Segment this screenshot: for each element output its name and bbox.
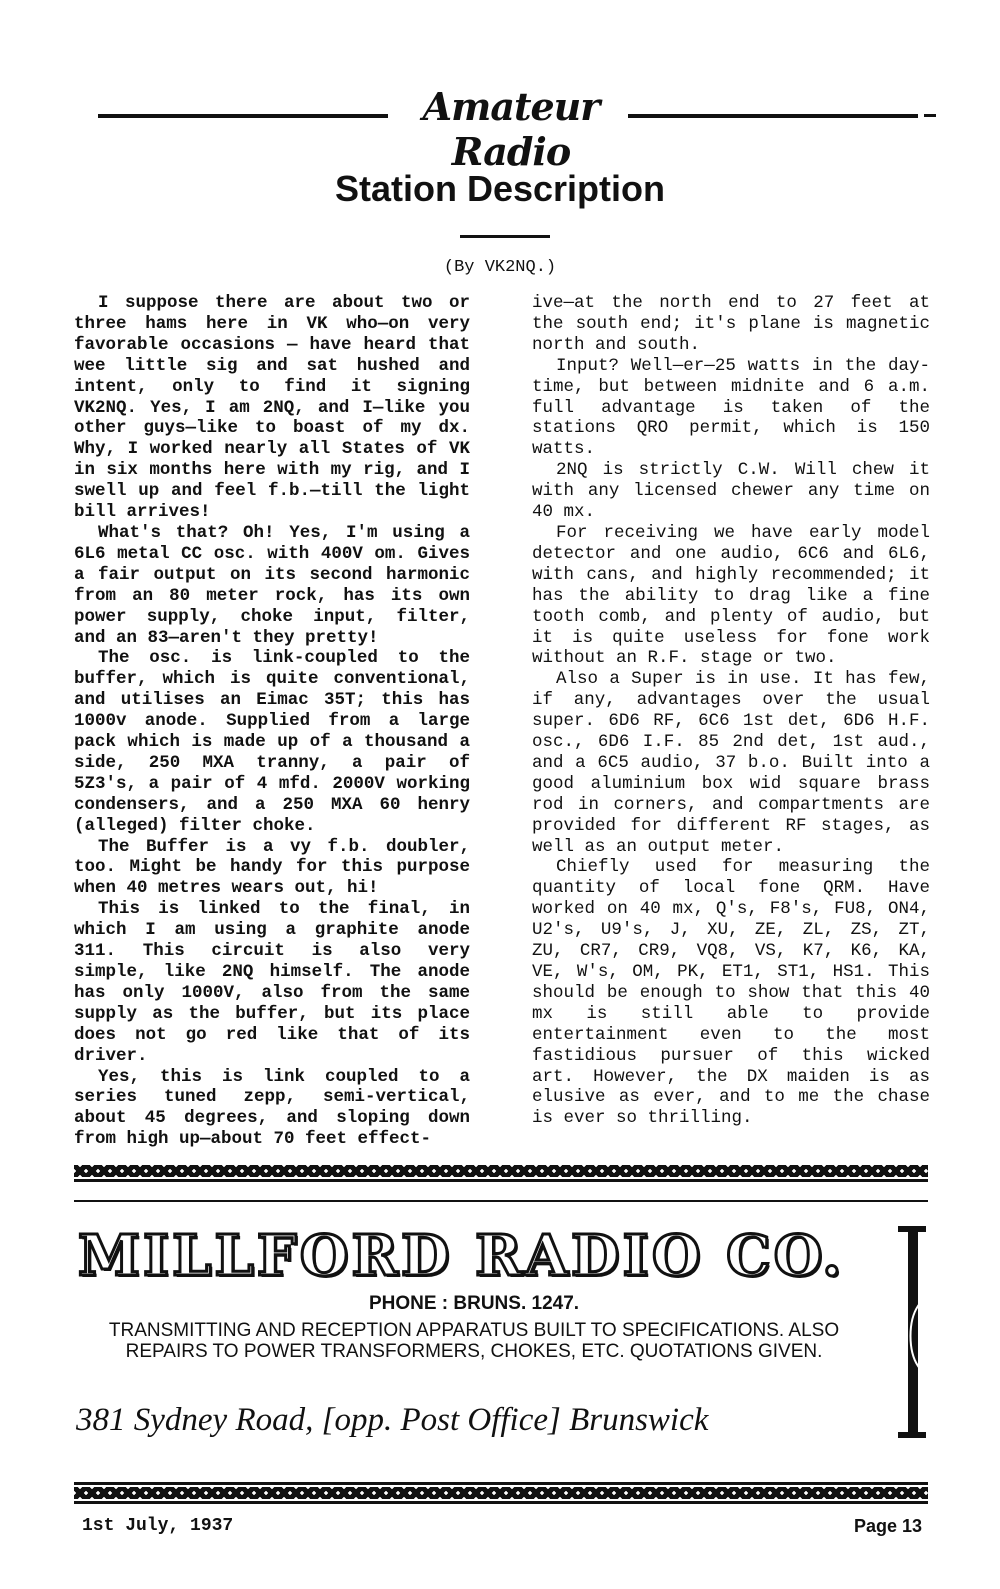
decorative-border-top	[74, 1163, 928, 1182]
paragraph: Chiefly used for measuring the quantity of local fone QRM. Have worked on 40 mx, Q's, F8's, FU8, ON4, U2's, U9's, J, XU, ZE, ZL, ZS, ZT, ZU, CR7, CR9, VQ8, VS, K7, K6, KA, VE, W's, OM, PK, ET1, ST1, HS1. This should be enough to show that this 40 mx is still able to provide entertainment even to the most fastidious pursuer of this wicked art. However, the DX maiden is as elusive as ever, and to me the chase is ever so thrilling.	[532, 857, 930, 1129]
paragraph: I suppose there are about two or three hams here in VK who—on very favorable occasions — have heard that wee little sig and sat hushed and intent, only to find it signing VK2NQ. Yes, I am 2NQ, and I—like you other guys—like to boast of my dx. Why, I worked nearly all States of VK in six months here with my rig, and I swell up and feel f.b.—till the light bill arrives!	[74, 293, 470, 523]
article-title: Station Description	[334, 168, 666, 209]
masthead-rule-right	[628, 114, 918, 118]
paragraph: 2NQ is strictly C.W. Will chew it with any licensed chewer any time on 40 mx.	[532, 460, 930, 523]
paragraph: This is linked to the final, in which I am using a graphite anode 311. This circuit is also very simple, like 2NQ himself. The anode has only 1000V, also from the same supply as the buffer, but its place does not go red like that of its driver.	[74, 899, 470, 1066]
masthead-rule-left	[98, 114, 388, 118]
paragraph: What's that? Oh! Yes, I'm using a 6L6 metal CC osc. with 400V om. Gives a fair output on its second harmonic from an 80 meter rock, has its own power supply, choke input, filter, and an 83—aren't they pretty!	[74, 522, 470, 648]
paragraph-continued: ive—at the north end to 27 feet at the south end; it's plane is magnetic north and south.	[532, 293, 930, 355]
article-column-left	[74, 293, 470, 1150]
decorative-bracket-icon	[898, 1226, 926, 1438]
advert-phone: PHONE : BRUNS. 1247.	[368, 1293, 580, 1314]
title-divider	[460, 235, 550, 238]
paragraph: The osc. is link-coupled to the buffer, which is quite conventional, and utilises an Eimac 35T; this has 1000v anode. Supplied from a large pack which is made up of a thousand a side, 250 MXA tranny, a pair of 5Z3's, a pair of 4 mfd. 2000V working condensers, and a 250 MXA 60 henry (alleged) filter choke.	[74, 648, 470, 836]
masthead	[98, 78, 938, 174]
footer-date: 1st July, 1937	[82, 1516, 234, 1536]
advert-company-name: MILLFORD RADIO CO.	[78, 1223, 845, 1289]
advert-address: 381 Sydney Road, [opp. Post Office] Brunswick	[76, 1402, 709, 1438]
masthead-brand: Amateur Radio	[422, 84, 600, 174]
paragraph: Yes, this is link coupled to a series tuned zepp, semi-vertical, about 45 degrees, and sloping down from high up—about 70 feet effect-	[74, 1066, 470, 1150]
divider-rule	[74, 1200, 928, 1202]
article-column-right	[532, 293, 930, 1129]
paragraph: For receiving we have early model detector and one audio, 6C6 and 6L6, with cans, and highly recommended; it has the ability to drag like a fine tooth comb, and plenty of audio, but it is quite useless for fone work without an R.F. stage or two.	[532, 522, 930, 669]
masthead-rule-dash	[924, 114, 936, 117]
paragraph: Also a Super is in use. It has few, if any, advantages over the usual super. 6D6 RF, 6C6 1st det, 6D6 H.F. osc., 6D6 I.F. 85 2nd det, 1st aud., and a 6C5 audio, 37 b.o. Built into a good aluminium box wid square brass rod in corners, and compartments are provided for different RF stages, as well as an output meter.	[532, 669, 930, 857]
paragraph: The Buffer is a vy f.b. doubler, too. Might be handy for this purpose when 40 metres wears out, hi!	[74, 836, 470, 899]
paragraph: Input? Well—er—25 watts in the day-time, but between midnite and 6 a.m. full advantage is taken of the stations QRO permit, which is 150 watts.	[532, 355, 930, 460]
decorative-border-bottom	[74, 1482, 928, 1504]
advert-description: TRANSMITTING AND RECEPTION APPARATUS BUILT TO SPECIFICATIONS. ALSO REPAIRS TO POWER TRANSFORMERS, CHOKES, ETC. QUOTATIONS GIVEN.	[108, 1320, 840, 1362]
footer-page-number: Page 13	[853, 1516, 922, 1536]
article-byline: (By VK2NQ.)	[443, 258, 557, 277]
